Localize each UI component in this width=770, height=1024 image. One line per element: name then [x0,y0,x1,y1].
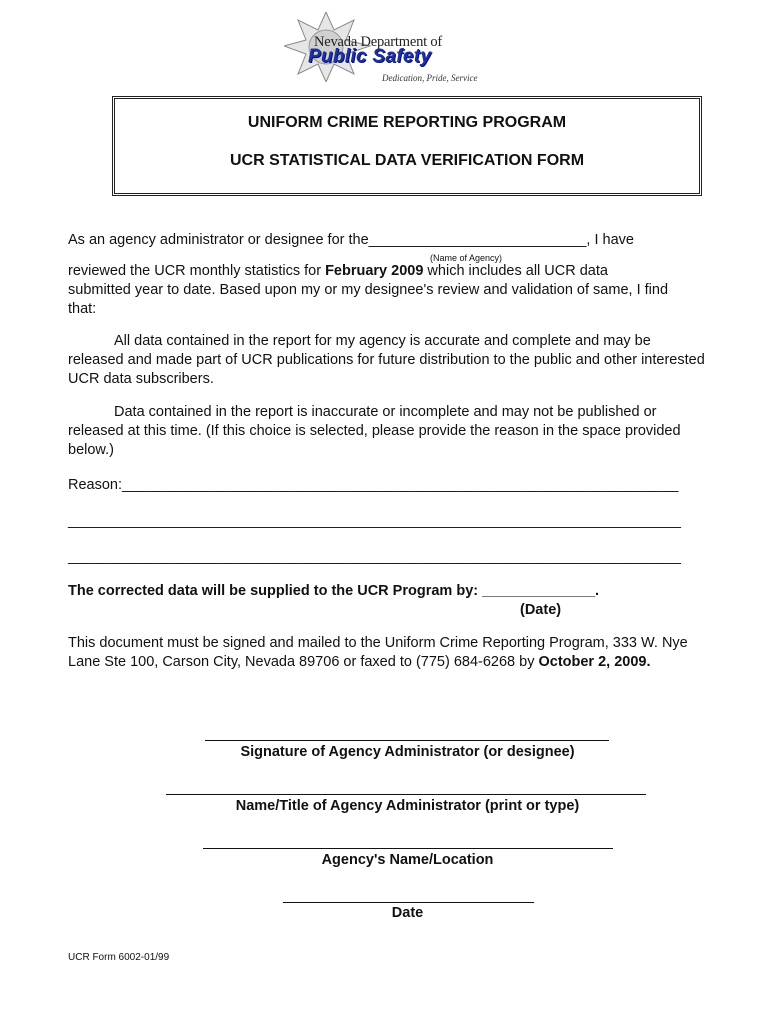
form-number: UCR Form 6002-01/99 [68,952,170,963]
name-title-label: Name/Title of Agency Administrator (print or type) [235,798,580,814]
title-box [112,96,702,196]
agency-name-hint: (Name of Agency) [430,253,503,263]
intro-line-2: reviewed the UCR monthly statistics for February 2009 which includes all UCR data [68,263,608,279]
intro-line-3: submitted year to date. Based upon my or my designee's review and validation of same, I find [68,282,669,298]
reason-field-3[interactable]: ____________________________________________________________________________ [68,549,681,565]
date-line[interactable] [283,902,534,903]
corrected-date-line[interactable]: The corrected data will be supplied to the UCR Program by: ______________. [68,583,600,599]
signature-line[interactable] [205,740,609,741]
dps-logo [284,12,480,82]
option-inaccurate [68,403,708,460]
option-accurate-text: All data contained in the report for my agency is accurate and complete and may be released and made part of UCR publications for future distribution to the public and other interested UCR data subscribers. [68,333,705,387]
reason-field[interactable]: _____________________________________________________________________ [122,477,679,493]
option-inaccurate-text: Data contained in the report is inaccurate or incomplete and may not be published or released at this time. (If this choice is selected, please provide the reason in the space provided below.) [68,404,681,458]
reason-row [68,476,678,495]
reason-field-2[interactable]: ____________________________________________________________________________ [68,513,681,529]
form-title: UCR STATISTICAL DATA VERIFICATION FORM [229,152,585,169]
intro-line-4: that: [68,301,97,317]
corrected-date-label: (Date) [520,602,562,618]
agency-location-label: Agency's Name/Location [321,852,494,868]
name-title-line[interactable] [166,794,646,795]
program-title: UNIFORM CRIME REPORTING PROGRAM [247,114,567,131]
signature-label: Signature of Agency Administrator (or designee) [240,744,575,760]
agency-location-line[interactable] [203,848,613,849]
logo-public-safety: Public Safety [308,46,432,67]
deadline-date: October 2, 2009. [538,654,651,670]
report-month: February 2009 [325,263,424,279]
logo-tagline: Dedication, Pride, Service [382,73,478,83]
intro-line-1: As an agency administrator or designee for the___________________________, I have [68,232,634,248]
agency-name-blank[interactable]: ___________________________ [368,232,587,248]
reason-label: Reason: [68,477,123,493]
mailing-instructions: This document must be signed and mailed to the Uniform Crime Reporting Program, 333 W. Nye Lane Ste 100, Carson City, Nevada 89706 or faxed to (775) 684-6268 by October 2, 2009. [68,635,688,670]
logo-org-line: Nevada Department of [314,34,443,50]
date-label: Date [391,905,424,921]
option-accurate [68,332,708,389]
intro-text: As an agency administrator or designee for the [68,232,369,248]
